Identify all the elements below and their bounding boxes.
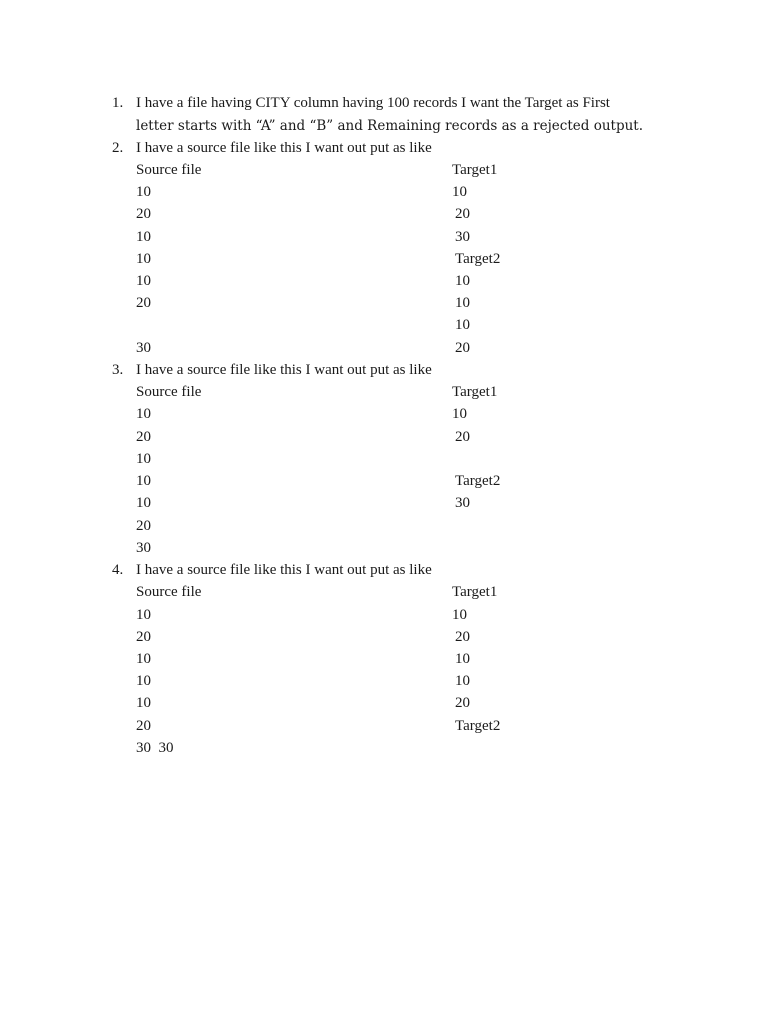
q3-source-value: 20 <box>136 518 151 534</box>
q4-source-value: 20 <box>136 718 151 734</box>
q2-target2-header: Target2 <box>455 251 501 267</box>
q3-target1-header: Target1 <box>452 384 498 400</box>
q3-source-value: 10 <box>136 495 151 511</box>
q3-target1-value: 10 <box>452 406 467 422</box>
q2-target1-value: 20 <box>455 206 470 222</box>
q2-source-value: 10 <box>136 273 151 289</box>
q3-source-value: 10 <box>136 451 151 467</box>
q4-target1-value: 10 <box>452 607 467 623</box>
q4-source-value: 10 <box>136 607 151 623</box>
q2-target1-value: 10 <box>452 184 467 200</box>
q3-source-value: 20 <box>136 429 151 445</box>
q4-target1-value: 10 <box>455 651 470 667</box>
q2-target1-value: 30 <box>455 229 470 245</box>
q2-source-value: 10 <box>136 184 151 200</box>
q2-target1-header: Target1 <box>452 162 498 178</box>
q2-source-header: Source file <box>136 162 202 178</box>
q3-target1-value: 20 <box>455 429 470 445</box>
q4-source-value: 10 <box>136 673 151 689</box>
q4-prompt: I have a source file like this I want out put as like <box>136 562 432 578</box>
q3-target2-value: 30 <box>455 495 470 511</box>
q4-target1-value: 10 <box>455 673 470 689</box>
q2-target2-value: 10 <box>455 317 470 333</box>
q4-source-value: 20 <box>136 629 151 645</box>
q2-source-value: 20 <box>136 295 151 311</box>
q1-text-line2: letter starts with “A” and “B” and Remaining records as a rejected output. <box>136 118 644 134</box>
q2-source-value: 10 <box>136 251 151 267</box>
q4-target1-value: 20 <box>455 629 470 645</box>
q1-text-line1: I have a file having CITY column having 100 records I want the Target as First <box>136 95 610 111</box>
q3-number: 3. <box>112 362 124 378</box>
q2-source-value: 10 <box>136 229 151 245</box>
q4-target1-header: Target1 <box>452 584 498 600</box>
q4-source-value: 10 <box>136 651 151 667</box>
q3-source-value: 10 <box>136 473 151 489</box>
q3-source-value: 30 <box>136 540 151 556</box>
q4-source-value: 30 30 <box>136 740 174 756</box>
q3-source-value: 10 <box>136 406 151 422</box>
q2-target2-value: 20 <box>455 340 470 356</box>
q2-source-value: 30 <box>136 340 151 356</box>
q4-source-header: Source file <box>136 584 202 600</box>
q4-target2-header: Target2 <box>455 718 501 734</box>
q4-number: 4. <box>112 562 124 578</box>
q3-target2-header: Target2 <box>455 473 501 489</box>
q3-prompt: I have a source file like this I want out put as like <box>136 362 432 378</box>
q4-source-value: 10 <box>136 695 151 711</box>
q2-number: 2. <box>112 140 124 156</box>
q2-target2-value: 10 <box>455 295 470 311</box>
q2-source-value: 20 <box>136 206 151 222</box>
q3-source-header: Source file <box>136 384 202 400</box>
q4-target1-value: 20 <box>455 695 470 711</box>
q2-target2-value: 10 <box>455 273 470 289</box>
q2-prompt: I have a source file like this I want out put as like <box>136 140 432 156</box>
q1-number: 1. <box>112 95 124 111</box>
